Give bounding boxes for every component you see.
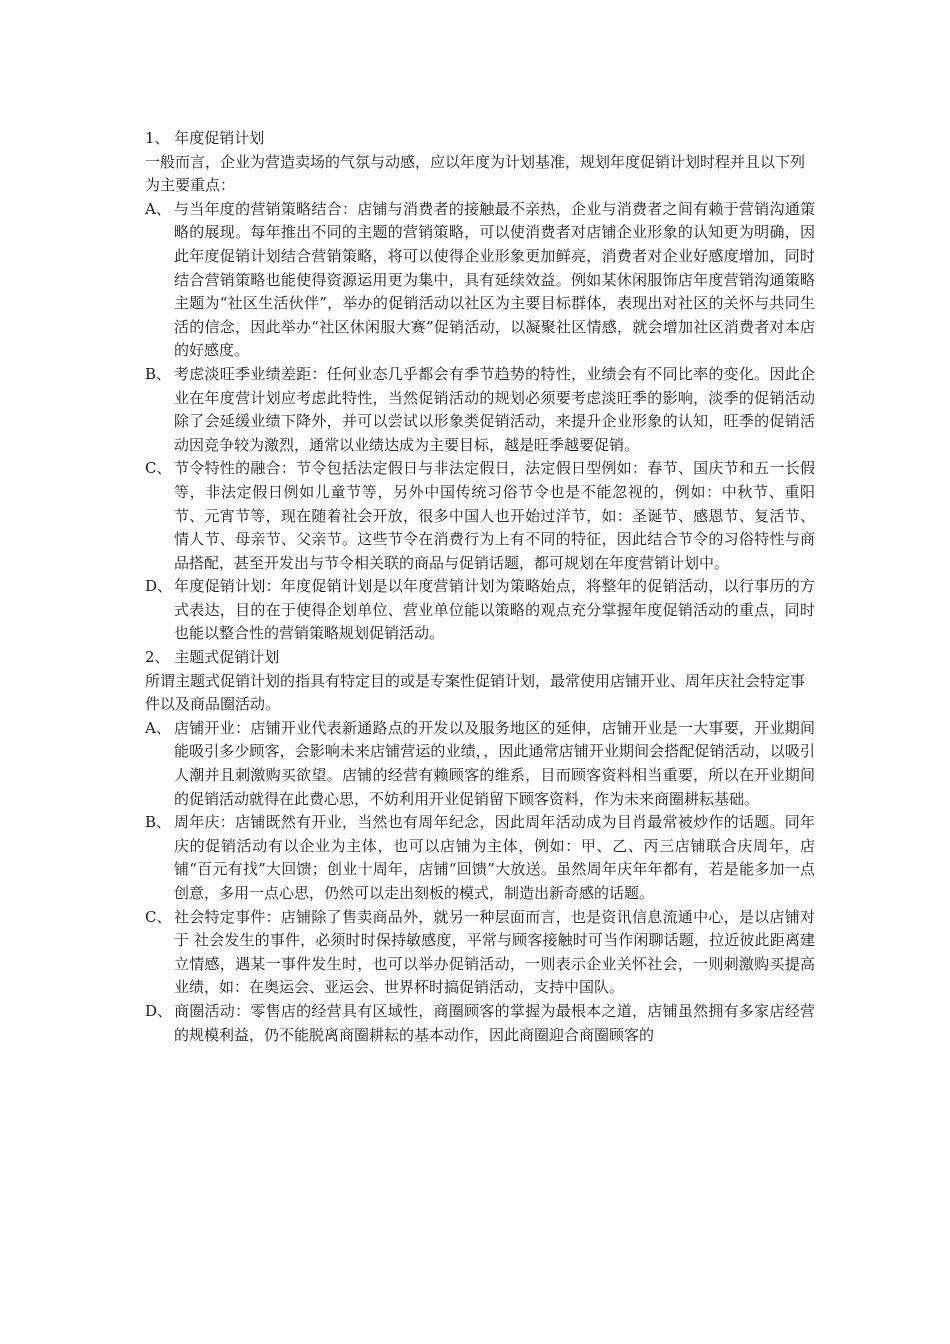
section-2-item-c <box>145 906 815 1000</box>
section-2-item-b <box>145 811 815 905</box>
section-1-intro: 一般而言，企业为营造卖场的气氛与动感，应以年度为计划基准，规划年度促销计划时程并且以下列为主要重点： <box>145 152 806 195</box>
section-2-heading: 2、 主题式促销计划 <box>145 648 280 667</box>
item-marker: A、 <box>145 199 171 218</box>
item-marker: B、 <box>145 364 172 383</box>
item-text: 与当年度的营销策略结合：店铺与消费者的接触最不亲热，企业与消费者之间有赖于营销沟通策略的展现。每年推出不同的主题的营销策略，可以使消费者对店铺企业形象的认知更为明确，因此年度促销计划结合营销策略，将可以使得企业形象更加鲜亮，消费者对企业好感度增加，同时结合营销策略也能使得资源运用更为集中，具有延续效益。例如某休闲服饰店年度营销沟通策略主题为“社区生活伙伴”，举办的促销活动以社区为主要目标群体，表现出对社区的关怀与共同生活的信念，因此举办“社区休闲服大赛”促销活动，以凝聚社区情感，就会增加社区消费者对本店的好感度。 <box>174 199 815 360</box>
item-text: 店铺开业：店铺开业代表新通路点的开发以及服务地区的延伸，店铺开业是一大事要，开业期间能吸引多少顾客，会影响未来店铺营运的业绩，，因此通常店铺开业期间会搭配促销活动，以吸引人潮并且刺激购买欲望。店铺的经营有赖顾客的维系，目而顾客资料相当重要，所以在开业期间的促销活动就得在此费心思，不妨利用开业促销留下顾客资料，作为未来商圈耕耘基础。 <box>174 718 815 808</box>
item-text: 商圈活动：零售店的经营具有区域性，商圈顾客的掌握为最根本之道，店铺虽然拥有多家店经营的规模利益，仍不能脱离商圈耕耘的基本动作，因此商圈迎合商圈顾客的 <box>174 1001 815 1044</box>
section-1-item-b <box>145 363 815 457</box>
item-text: 周年庆：店铺既然有开业，当然也有周年纪念，因此周年活动成为目肖最常被炒作的话题。同年庆的促销活动有以企业为主体，也可以店铺为主体，例如：甲、乙、丙三店铺联合庆周年，店铺“百元有找”大回馈；创业十周年，店铺“回馈”大放送。虽然周年庆年年都有，若是能多加一点创意，多用一点心思，仍然可以走出刻板的模式，制造出新奇感的话题。 <box>174 813 815 902</box>
item-marker: D、 <box>145 577 173 596</box>
section-2-item-d <box>145 1000 815 1047</box>
section-2-item-a <box>145 717 815 811</box>
section-1-item-c <box>145 457 815 575</box>
section-2-intro: 所谓主题式促销计划的指具有特定目的或是专案性促销计划，最常使用店铺开业、周年庆社会特定事件以及商品圈活动。 <box>145 671 806 714</box>
item-marker: D、 <box>145 1001 173 1020</box>
item-text: 年度促销计划：年度促销计划是以年度营销计划为策略始点，将整年的促销活动，以行事历的方式表达，目的在于使得企划单位、营业单位能以策略的观点充分掌握年度促销活动的重点，同时也能以整合性的营销策略规划促销活动。 <box>174 577 815 643</box>
section-1-heading: 1、 年度促销计划 <box>145 129 265 147</box>
section-1-item-a <box>145 198 815 363</box>
section-1-item-d <box>145 575 815 646</box>
item-text: 考虑淡旺季业绩差距：任何业态几乎都会有季节趋势的特性，业绩会有不同比率的变化。因此企业在年度营计划应考虑此特性，当然促销活动的规划必须要考虑淡旺季的影响，淡季的促销活动除了会延缓业绩下降外，并可以尝试以形象类促销活动，来提升企业形象的认知，旺季的促销活动因竞争较为激烈，通常以业绩达成为主要目标，越是旺季越要促销。 <box>174 364 815 454</box>
item-marker: C、 <box>145 907 172 926</box>
item-marker: C、 <box>145 459 172 478</box>
item-text: 节令特性的融合：节令包括法定假日与非法定假日，法定假日型例如：春节、国庆节和五一长假等，非法定假日例如儿童节等，另外中国传统习俗节令也是不能忽视的，例如：中秋节、重阳节、元宵节等，现在随着社会开放，很多中国人也开始过洋节，如：圣诞节、感恩节、复活节、情人节、母亲节、父亲节。这些节令在消费行为上有不同的特征，因此结合节令的习俗特性与商品搭配，甚至开发出与节令相关联的商品与促销话题，都可规划在年度营销计划中。 <box>174 459 815 572</box>
document-page <box>145 127 815 1047</box>
item-marker: B、 <box>145 813 172 832</box>
item-marker: A、 <box>145 718 171 737</box>
item-text: 社会特定事件：店铺除了售卖商品外，就另一种层面而言，也是资讯信息流通中心，是以店铺对于 社会发生的事件，必须时时保持敏感度，平常与顾客接触时可当作闲聊话题，拉近彼此距离建立情感，遇某一事件发生时，也可以举办促销活动，一则表示企业关怀社会，一则刺激购买提高业绩，如：在奥运会、亚运会、世界杯时搞促销活动，支持中国队。 <box>174 907 815 997</box>
